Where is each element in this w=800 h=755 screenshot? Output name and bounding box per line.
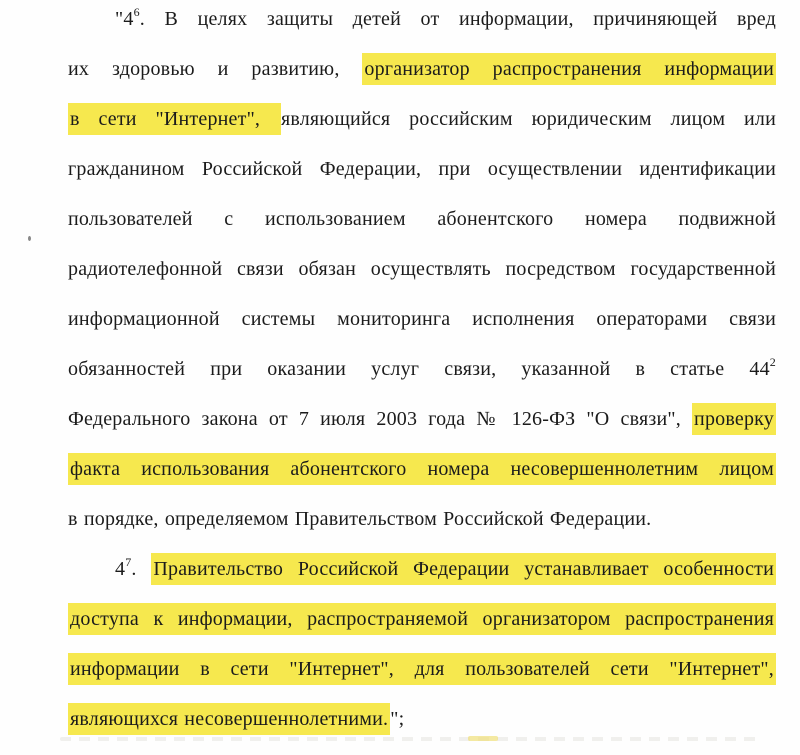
highlighted-segment: информации в сети "Интернет", для пользователей сети "Интернет",	[68, 653, 776, 685]
text-segment: ";	[390, 708, 405, 730]
text-segment: информационной системы мониторинга исполнения операторами связи	[68, 308, 776, 330]
document-body	[68, 0, 776, 744]
text-segment: обязанностей при оказании услуг связи, указанной в статье 44	[68, 358, 770, 380]
highlighted-segment: в сети "Интернет",	[68, 103, 281, 135]
text-line-9	[68, 394, 776, 444]
text-segment: в порядке, определяемом Правительством Российской Федерации.	[68, 508, 652, 530]
text-line-5	[68, 194, 776, 244]
highlighted-segment: Правительство Российской Федерации устанавливает особенности	[151, 553, 776, 585]
text-segment: 4	[115, 558, 126, 580]
text-line-2	[68, 44, 776, 94]
text-line-1	[68, 0, 776, 44]
superscript-number: 7	[125, 555, 132, 570]
text-segment: являющийся российским юридическим лицом или	[280, 108, 776, 130]
text-segment: их здоровью и развитию,	[68, 58, 363, 80]
text-line-4	[68, 144, 776, 194]
scan-speck-artifact	[28, 236, 31, 241]
highlighted-segment: проверку	[692, 403, 776, 435]
highlighted-segment: доступа к информации, распространяемой организатором распространения	[68, 603, 776, 635]
text-segment: радиотелефонной связи обязан осуществлять посредством государственной	[68, 258, 776, 280]
cutoff-next-line-artifact	[60, 737, 760, 741]
text-line-3	[68, 94, 776, 144]
text-segment: гражданином Российской Федерации, при осуществлении идентификации	[68, 158, 776, 180]
text-line-11	[68, 494, 776, 544]
text-line-14	[68, 644, 776, 694]
text-segment: Федерального закона от 7 июля 2003 года № 126-ФЗ "О связи",	[68, 408, 693, 430]
cutoff-highlight-artifact	[468, 736, 498, 741]
text-line-6	[68, 244, 776, 294]
superscript-number: 2	[769, 355, 776, 370]
text-line-12	[68, 544, 776, 594]
text-line-10	[68, 444, 776, 494]
text-segment: "4	[115, 8, 134, 30]
text-segment: пользователей с использованием абонентского номера подвижной	[68, 208, 776, 230]
text-line-7	[68, 294, 776, 344]
text-line-13	[68, 594, 776, 644]
text-segment: . В целях защиты детей от информации, причиняющей вред	[139, 8, 776, 30]
text-line-8	[68, 344, 776, 394]
highlighted-segment: факта использования абонентского номера несовершеннолетним лицом	[68, 453, 776, 485]
highlighted-segment: являющихся несовершеннолетними.	[68, 703, 390, 735]
highlighted-segment: организатор распространения информации	[362, 53, 776, 85]
text-segment: .	[131, 558, 152, 580]
superscript-number: 6	[133, 5, 140, 20]
